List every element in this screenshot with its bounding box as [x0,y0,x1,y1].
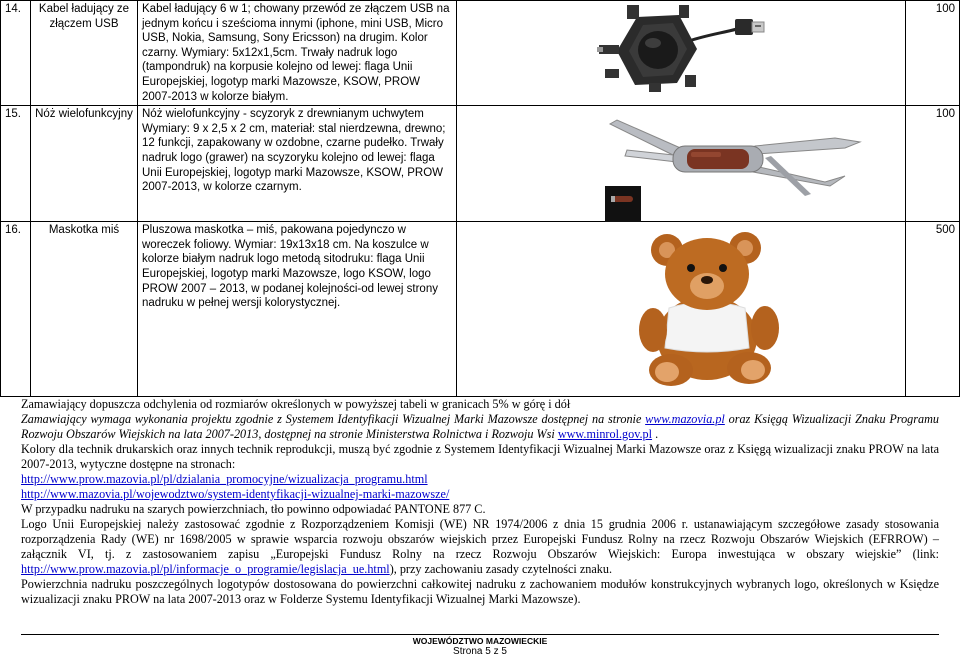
note-project-requirement [21,412,939,442]
note-tolerance: Zamawiający dopuszcza odchylenia od rozmiarów określonych w powyższej tabeli w granicach 5% w górę i dół [21,397,571,411]
table-row [1,106,960,222]
row-number: 16. [1,222,31,397]
table-row [1,1,960,106]
row-number: 15. [1,106,31,222]
notes-section [21,397,939,607]
item-description: Nóż wielofunkcyjny - scyzoryk z drewnianym uchwytem Wymiary: 9 x 2,5 x 2 cm, materiał: stal nierdzewna, drewno; 12 funkcji, zapakowany w ozdobne, czarne pudełko. Trwały nadruk logo (grawer) na scyzoryku kolejno od lewej: flaga Unii Europejskiej, logotyp marki Mazowsze, KSOW, PROW 2007-2013, w kolorze czarnym. [138,106,457,222]
item-image-cell [457,106,906,222]
footer-title: WOJEWÓDZTWO MAZOWIECKIE [412,636,548,646]
item-name: Maskotka miś [31,222,138,397]
note-colors: Kolory dla technik drukarskich oraz innych technik reprodukcji, muszą być zgodnie z Systemem Identyfikacji Wizualnej Marki Mazowsze oraz z Księgą wizualizacji znaku PROW na lata 2007-2013, wytyczne dostępne na stronach: [21,442,939,471]
item-image-cell [457,1,906,106]
note-link-row [21,472,939,487]
minrol-link[interactable]: www.minrol.gov.pl [557,427,653,441]
description-text: Pluszowa maskotka – miś, pakowana pojedynczo w woreczek foliowy. Wymiar: 19x13x18 cm. [142,224,406,251]
prow-wizualizacja-link[interactable]: http://www.prow.mazovia.pl/pl/dzialania_promocyjne/wizualizacja_programu.html [21,472,428,486]
item-quantity: 100 [906,106,960,222]
note-eu-logo [21,517,939,577]
item-name: Kabel ładujący ze złączem USB [31,1,138,106]
usb-charging-cable-icon [597,5,767,93]
note-link-row [21,487,939,502]
pocket-knife-icon [605,116,865,224]
page-number: Strona 5 z 5 [453,646,507,657]
item-description: Kabel ładujący 6 w 1; chowany przewód ze złączem USB na jednym końcu i sześcioma innymi (iphone, mini USB, Micro USB, Nokia, Samsung, Sony Ericsson) na drugim. Kolor czarny. Wymiary: 5x12x1,5cm. Trwały nadruk logo (tampondruk) na korpusie kolejno od lewej: flaga Unii Europejskiej, logotyp marki Mazowsze, KSOW, PROW 2007-2013 w kolorze białym. [138,1,457,106]
note-text: . [652,427,659,441]
legislacja-link[interactable]: http://www.prow.mazovia.pl/pl/informacje_o_programie/legislacja_ue.html [21,562,390,576]
description-highlight: Na koszulce w kolorze białym nadruk logo metodą sitodruku: flaga Unii Europejskiej, logotyp marki Mazowsze, logo KSOW, logo PROW 2007 – 2013, w podanej kolejności-od lewej strony nadruku w pełnej wersji kolorystycznej. [142,238,438,310]
note-pantone: W przypadku nadruku na szarych powierzchniach, tło powinno odpowiadać PANTONE 877 C. [21,502,486,516]
note-text: Logo Unii Europejskiej należy zastosować zgodnie z Rozporządzeniem Komisji (WE) NR 1974/2006 z dnia 15 grudnia 2006 r. ustanawiającym szczegółowe zasady stosowania rozporządzenia Rady (WE) nr 1698/2005 w sprawie wsparcia rozwoju obszarów wiejskich przez Europejski Fundusz Rolny na rzecz Rozwoju Obszarów Wiejskich (EFRROW) – załącznik VI, tj. z zastosowaniem zapisu „Europejski Fundusz Rolny na rzecz Rozwoju Obszarów Wiejskich: Europa inwestująca w obszary wiejskie” (link: [21,517,939,561]
item-quantity: 500 [906,222,960,397]
mazovia-system-link[interactable]: http://www.mazovia.pl/wojewodztwo/system-identyfikacji-wizualnej-marki-mazowsze/ [21,487,450,501]
item-name: Nóż wielofunkcyjny [31,106,138,222]
note-text: Zamawiający wymaga wykonania projektu zgodnie z Systemem Identyfikacji Wizualnej Marki Mazowsze dostępnej na stronie [21,412,646,426]
row-number: 14. [1,1,31,106]
footer-divider [21,634,939,635]
note-print-area: Powierzchnia nadruku poszczególnych logotypów dostosowana do powierzchni całkowitej nadruku z zachowaniem modułów konstrukcyjnych wybranych logo, określonych w Księdze wizualizacji znaku PROW na lata 2007-2013 oraz w Folderze Systemu Identyfikacji Wizualnej Marki Mazowsze). [21,577,939,606]
item-quantity: 100 [906,1,960,106]
teddy-bear-icon [629,230,789,390]
note-text: ), przy zachowaniu zasady czytelności znaku. [389,562,613,576]
item-description [138,222,457,397]
item-image-cell [457,222,906,397]
note-text: oraz Księgą Wizualizacji Znaku Programu Rozwoju Obszarów Wiejskich na lata 2007-2013, dostępnej na stronie Ministerstwa Rolnictwa i Rozwoju Wsi [21,412,939,441]
table-row [1,222,960,397]
mazovia-link[interactable]: www.mazovia.pl [645,412,725,426]
